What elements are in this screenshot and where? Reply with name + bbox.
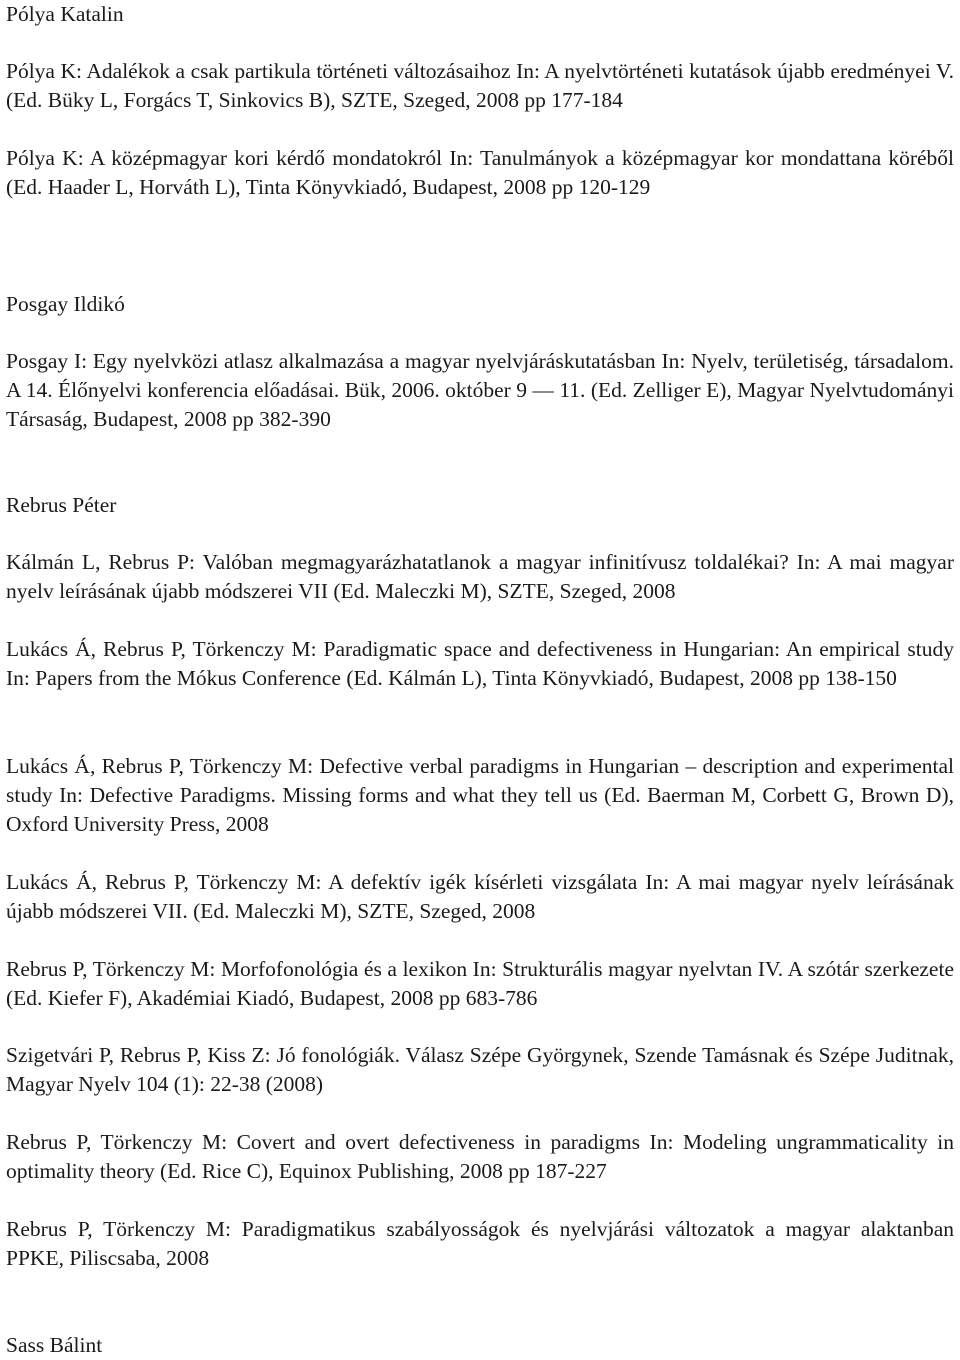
publication-entry: Rebrus P, Törkenczy M: Paradigmatikus szabályosságok és nyelvjárási változatok a magyar alaktanban PPKE, Piliscsaba, 2008: [6, 1217, 954, 1270]
publication-entry: Pólya K: Adalékok a csak partikula történeti változásaihoz In: A nyelvtörténeti kutatások újabb eredményei V. (Ed. Büky L, Forgács T, Sinkovics B), SZTE, Szeged, 2008 pp 177-184: [6, 59, 954, 112]
publication-entry: Kálmán L, Rebrus P: Valóban megmagyarázhatatlanok a magyar infinitívusz toldalékai? In: A mai magyar nyelv leírásának újabb módszerei VII (Ed. Maleczki M), SZTE, Szeged, 2008: [6, 550, 954, 603]
publication-entry: Lukács Á, Rebrus P, Törkenczy M: Paradigmatic space and defectiveness in Hungarian: An empirical study In: Papers from the Mókus Conference (Ed. Kálmán L), Tinta Könyvkiadó, Budapest, 2008 pp 138-150: [6, 637, 954, 690]
author-heading: Posgay Ildikó: [6, 292, 125, 316]
author-heading: Sass Bálint: [6, 1333, 103, 1357]
publication-entry: Rebrus P, Törkenczy M: Morfofonológia és a lexikon In: Strukturális magyar nyelvtan IV. A szótár szerkezete (Ed. Kiefer F), Akadémiai Kiadó, Budapest, 2008 pp 683-786: [6, 957, 954, 1010]
publication-entry: Pólya K: A középmagyar kori kérdő mondatokról In: Tanulmányok a középmagyar kor mondattana köréből (Ed. Haader L, Horváth L), Tinta Könyvkiadó, Budapest, 2008 pp 120-129: [6, 146, 954, 199]
publication-entry: Lukács Á, Rebrus P, Törkenczy M: A defektív igék kísérleti vizsgálata In: A mai magyar nyelv leírásának újabb módszerei VII. (Ed. Maleczki M), SZTE, Szeged, 2008: [6, 870, 954, 923]
author-heading: Pólya Katalin: [6, 2, 124, 26]
publication-entry: Lukács Á, Rebrus P, Törkenczy M: Defective verbal paradigms in Hungarian – description and experimental study In: Defective Paradigms. Missing forms and what they tell us (Ed. Baerman M, Corbett G, Brown D), Oxford University Press, 2008: [6, 754, 954, 836]
publication-entry: Rebrus P, Törkenczy M: Covert and overt defectiveness in paradigms In: Modeling ungrammaticality in optimality theory (Ed. Rice C), Equinox Publishing, 2008 pp 187-227: [6, 1130, 954, 1183]
publication-entry: Szigetvári P, Rebrus P, Kiss Z: Jó fonológiák. Válasz Szépe Györgynek, Szende Tamásnak és Szépe Juditnak, Magyar Nyelv 104 (1): 22-38 (2008): [6, 1043, 954, 1096]
author-heading: Rebrus Péter: [6, 493, 117, 517]
publication-entry: Posgay I: Egy nyelvközi atlasz alkalmazása a magyar nyelvjáráskutatásban In: Nyelv, területiség, társadalom. A 14. Élőnyelvi konferencia előadásai. Bük, 2006. október 9 — 11. (Ed. Zelliger E), Magyar Nyelvtudományi Társaság, Budapest, 2008 pp 382-390: [6, 349, 954, 431]
